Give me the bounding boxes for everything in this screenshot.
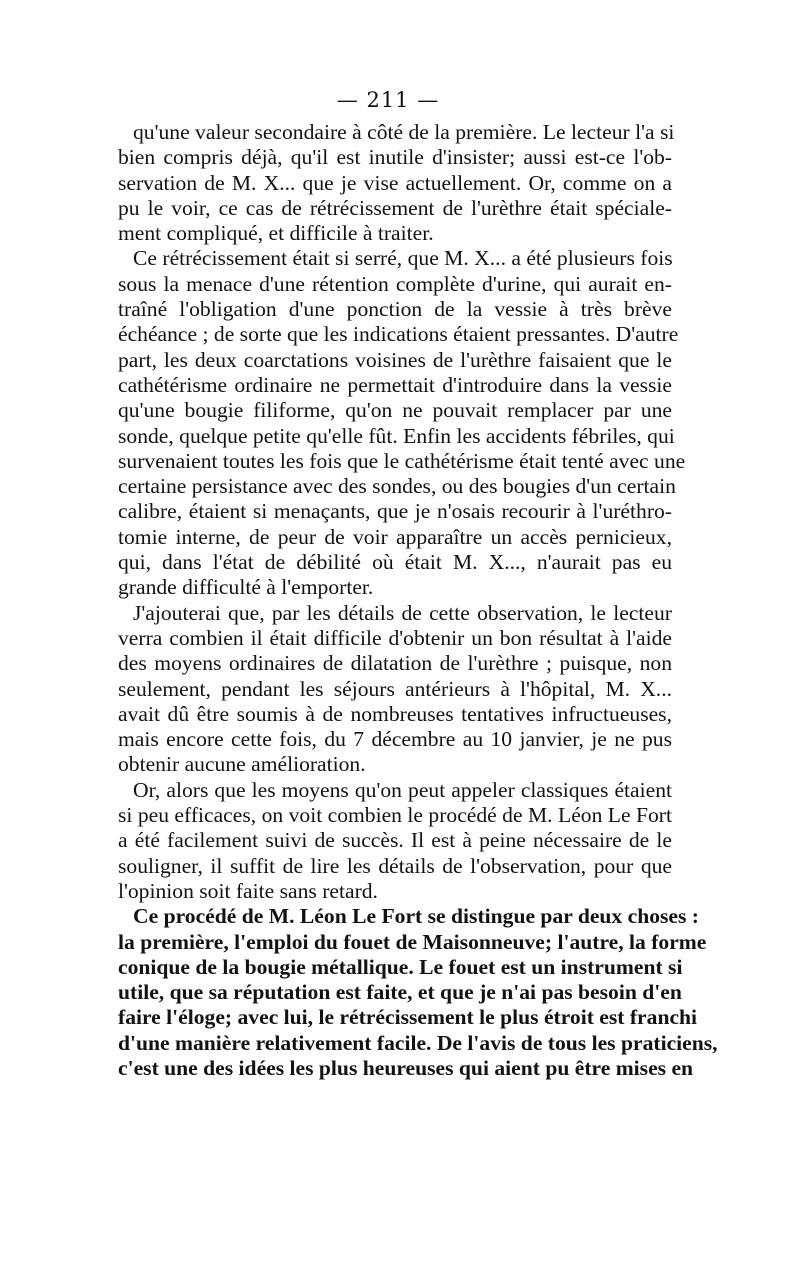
text-line: si peu efficaces, on voit combien le procédé de M. Léon Le Fort [118, 803, 672, 828]
paragraph [118, 120, 675, 246]
text-line: l'opinion soit faite sans retard. [118, 878, 378, 903]
paragraph [118, 246, 686, 600]
text-line: sonde, quelque petite qu'elle fût. Enfin les accidents fébriles, qui [118, 423, 675, 448]
text-line: calibre, étaient si menaçants, que je n'osais recourir à l'uréthro- [118, 499, 672, 524]
text-line: des moyens ordinaires de dilatation de l'urèthre ; puisque, non [118, 651, 672, 676]
paragraph [118, 778, 672, 904]
text-line: conique de la bougie métallique. Le fouet est un instrument si [118, 954, 683, 979]
paragraph [118, 904, 718, 1081]
text-line: Ce procédé de M. Léon Le Fort se distingue par deux choses : [133, 904, 700, 929]
text-line: avait dû être soumis à de nombreuses tentatives infructueuses, [118, 701, 672, 726]
text-line: sous la menace d'une rétention complète d'urine, qui aurait en- [118, 271, 672, 296]
body-text [118, 120, 718, 1081]
text-line: servation de M. X... que je vise actuellement. Or, comme on a [118, 170, 672, 195]
text-line: pu le voir, ce cas de rétrécissement de l'urèthre était spéciale- [118, 195, 672, 220]
text-line: J'ajouterai que, par les détails de cette observation, le lecteur [133, 600, 672, 625]
page-number: — 211 — [336, 88, 440, 112]
text-line: c'est une des idées les plus heureuses qui aient pu être mises en [118, 1055, 694, 1080]
text-line: Or, alors que les moyens qu'on peut appeler classiques étaient [133, 777, 672, 802]
text-line: bien compris déjà, qu'il est inutile d'insister; aussi est-ce l'ob- [118, 145, 672, 170]
text-line: seulement, pendant les séjours antérieurs à l'hôpital, M. X... [118, 676, 672, 701]
text-line: d'une manière relativement facile. De l'avis de tous les praticiens, [118, 1030, 718, 1055]
text-line: Ce rétrécissement était si serré, que M. X... a été plusieurs fois [133, 246, 673, 271]
text-line: part, les deux coarctations voisines de l'urèthre faisaient que le [118, 347, 672, 372]
text-line: cathétérisme ordinaire ne permettait d'introduire dans la vessie [118, 372, 672, 397]
text-line: grande difficulté à l'emporter. [118, 575, 374, 600]
text-line: certaine persistance avec des sondes, ou des bougies d'un certain [118, 474, 676, 499]
text-line: ment compliqué, et difficile à traiter. [118, 221, 434, 246]
text-line: tomie interne, de peur de voir apparaître un accès pernicieux, [118, 524, 672, 549]
text-line: verra combien il était difficile d'obtenir un bon résultat à l'aide [118, 625, 672, 650]
text-line: traîné l'obligation d'une ponction de la vessie à très brève [118, 297, 672, 322]
text-line: obtenir aucune amélioration. [118, 752, 366, 777]
text-line: survenaient toutes les fois que le cathétérisme était tenté avec une [118, 448, 686, 473]
text-line: mais encore cette fois, du 7 décembre au 10 janvier, je ne pus [118, 727, 672, 752]
text-line: qu'une valeur secondaire à côté de la première. Le lecteur l'a si [133, 120, 675, 144]
text-line: a été facilement suivi de succès. Il est à peine nécessaire de le [118, 828, 672, 853]
text-line: utile, que sa réputation est faite, et que je n'ai pas besoin d'en [118, 980, 682, 1005]
text-line: qui, dans l'état de débilité où était M. X..., n'aurait pas eu [118, 550, 672, 575]
paragraph [118, 601, 672, 778]
text-line: souligner, il suffit de lire les détails de l'observation, pour que [118, 853, 672, 878]
text-line: qu'une bougie filiforme, qu'on ne pouvait remplacer par une [118, 398, 672, 423]
text-line: la première, l'emploi du fouet de Maisonneuve; l'autre, la forme [118, 929, 707, 954]
text-line: faire l'éloge; avec lui, le rétrécissement le plus étroit est franchi [118, 1005, 698, 1030]
text-line: échéance ; de sorte que les indications étaient pressantes. D'autre [118, 322, 679, 347]
